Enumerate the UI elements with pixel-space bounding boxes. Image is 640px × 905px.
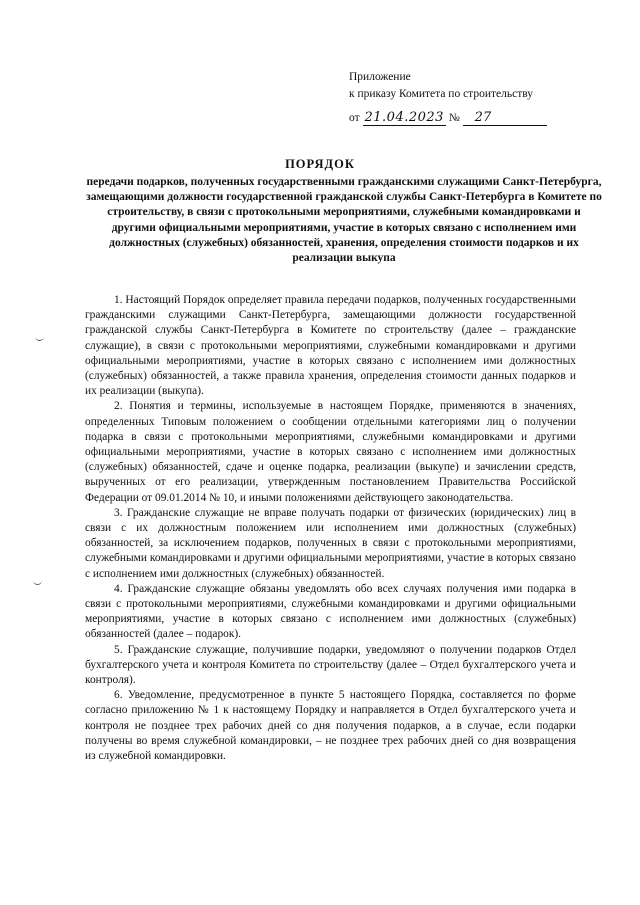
- paragraph-4: 4. Гражданские служащие обязаны уведомлять обо всех случаях получения ими подарка в связи с протокольными мероприятиями, служебными командировками и другими официальными мероприятиями, участие в которых связано с исполнением ими должностных (служебных) обязанностей (далее – подарок).: [85, 582, 576, 641]
- punch-hole-mark: [35, 334, 44, 341]
- paragraph-3: 3. Гражданские служащие не вправе получать подарки от физических (юридических) лиц в связи с их должностным положением или исполнением ими должностных (служебных) обязанностей, за исключением подарков, полученных в связи с протокольными мероприятиями, служебными командировками и другими официальными мероприятиями, участие в которых связано с исполнением ими должностных (служебных) обязанностей.: [85, 506, 576, 580]
- order-date: 21.04.2023: [364, 110, 444, 125]
- date-prefix: от: [349, 112, 360, 124]
- order-number: 27: [463, 110, 547, 126]
- punch-hole-mark: [33, 578, 42, 585]
- document-title: ПОРЯДОК: [285, 157, 355, 171]
- appendix-title: Приложение: [349, 71, 411, 83]
- appendix-header: [349, 69, 589, 103]
- order-date-line: [349, 110, 547, 128]
- document-body: [85, 293, 576, 764]
- paragraph-6: 6. Уведомление, предусмотренное в пункте 5 настоящего Порядка, составляется по форме согласно приложению № 1 к настоящему Порядку и направляется в Отдел бухгалтерского учета и контроля не позднее трех рабочих дней со дня получения подарков, а в случае, если подарки получены во время служебной командировки, – не позднее трех рабочих дней со дня возвращения из служебной командировки.: [85, 689, 576, 763]
- paragraph-1: 1. Настоящий Порядок определяет правила передачи подарков, полученных государственными гражданскими служащими Санкт-Петербурга, замещающими должности государственной гражданской службы Санкт-Петербурга в Комитете по строительству (далее – гражданские служащие), в связи с протокольными мероприятиями, служебными командировками и другими официальными мероприятиями, участие в которых связано с исполнением ими должностных (служебных) обязанностей, а также правила хранения, определения стоимости данных подарков и их реализации (выкупа).: [85, 294, 576, 398]
- paragraph-5: 5. Гражданские служащие, получившие подарки, уведомляют о получении подарков Отдел бухгалтерского учета и контроля Комитета по строительству (далее – Отдел бухгалтерского учета и контроля).: [85, 643, 576, 687]
- number-prefix: №: [448, 112, 460, 124]
- appendix-order-ref: к приказу Комитета по строительству: [349, 88, 534, 100]
- paragraph-2: 2. Понятия и термины, используемые в настоящем Порядке, применяются в значениях, определенных Типовым положением о сообщении отдельными категориями лиц о получении подарка в связи с протокольными мероприятиями, служебными командировками и другими официальными мероприятиями, участие в которых связано с исполнением ими должностных (служебных) обязанностей, сдаче и оценке подарка, реализации (выкупе) и зачислении средств, вырученных от его реализации, утвержденным постановлением Правительства Российской Федерации от 09.01.2014 № 10, и иными положениями действующего законодательства.: [85, 400, 576, 504]
- document-subtitle: передачи подарков, полученных государственными гражданскими служащими Санкт-Петербурга, замещающими должности государственной гражданской службы Санкт-Петербурга в Комитете по строительству, в связи с протокольными мероприятиями, служебными командировками и другими официальными мероприятиями, участие в которых связано с исполнением ими должностных (служебных) обязанностей, хранения, определения стоимости подарков и их реализации выкупа: [86, 176, 602, 265]
